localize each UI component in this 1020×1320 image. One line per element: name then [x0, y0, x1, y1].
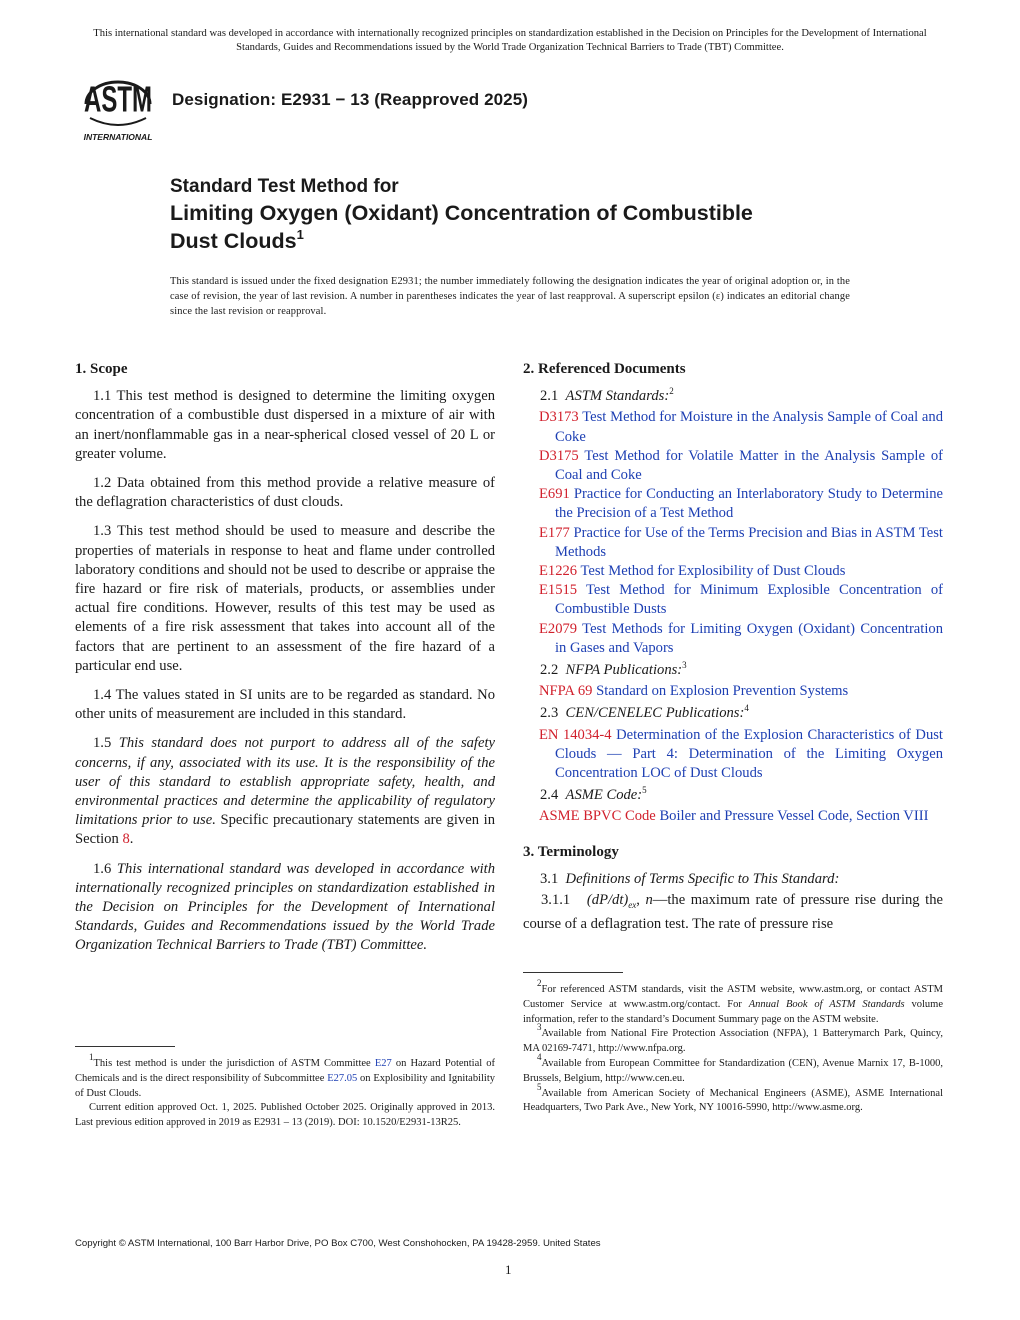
astm-mark: 2	[669, 386, 674, 397]
scope-1-5	[75, 734, 495, 849]
ref-item[interactable]	[523, 408, 943, 446]
scope-1-6-italic: This international standard was developed in accordance with internationally recognized principles on standardization established in the Decision on Principles for the Development of International Standards, Guides and Recommendations issued by the World Trade Organization Technical Barriers to Trade (TBT) Committee.	[75, 860, 496, 954]
ref-item[interactable]	[523, 620, 943, 658]
ref-title[interactable]: Test Method for Minimum Explosible Concentration of Combustible Dusts	[555, 582, 943, 618]
issued-note: This standard is issued under the fixed designation E2931; the number immediately following the designation indicates the year of original adoption or, in the case of revision, the year of last revision. A number in parentheses indicates the year of last reapproval. A superscript epsilon (ε) indicates an editorial change since the last revision or reapproval.	[170, 276, 850, 317]
footnote-1	[75, 1052, 496, 1101]
title-line-2: Limiting Oxygen (Oxidant) Concentration of Combustible	[170, 201, 753, 225]
asme-num: 2.4	[540, 787, 559, 804]
term-3-1-1-pos: n	[645, 892, 653, 909]
nfpa-label	[540, 661, 943, 680]
cen-mark: 4	[744, 703, 749, 714]
footnote-4	[523, 1051, 943, 1087]
asme-label-text: ASME Code:	[565, 787, 643, 804]
ref-title[interactable]: Test Method for Explosibility of Dust Clouds	[580, 563, 846, 580]
footnote-1-text-a: This test method is under the jurisdiction of ASTM Committee	[93, 1058, 371, 1069]
document-title	[170, 175, 753, 255]
nfpa-num: 2.2	[540, 662, 559, 679]
footnote-1-edition: Current edition approved Oct. 1, 2025. Published October 2025. Originally approved in 2013. Last previous edition approved in 2019 as E2931 – 13 (2019). DOI: 10.1520/E2931-13R25.	[75, 1102, 495, 1129]
footnote-4-text: Available from European Committee for Standardization (CEN), Avenue Marnix 17, B-1000, Brussels, Belgium, http://www.cen.eu.	[523, 1057, 943, 1084]
astm-refs	[523, 408, 943, 658]
ref-code[interactable]: ASME BPVC Code	[539, 808, 656, 825]
ref-item[interactable]	[523, 485, 943, 523]
title-line-3	[170, 227, 753, 255]
footnote-2-text-a: For referenced ASTM standards, visit the ASTM website, www.astm.org, or contact ASTM Customer Service at www.astm.org/contact. For	[523, 984, 943, 1010]
astm-standards-label	[540, 387, 943, 406]
nfpa-mark: 3	[682, 660, 687, 671]
footnote-3-mark: 3	[537, 1022, 542, 1033]
astm-num: 2.1	[540, 388, 559, 405]
cen-label-text: CEN/CENELEC Publications:	[565, 705, 745, 722]
ref-code[interactable]: E2079	[539, 620, 578, 637]
section-8-link[interactable]: 8	[122, 831, 130, 848]
term-3-1-1-num: 3.1.1	[541, 892, 571, 909]
scope-1-6-num: 1.6	[93, 860, 112, 877]
ref-item[interactable]	[523, 807, 943, 826]
footnote-1-text-b: on Hazard Potential of Chemicals and is the direct responsibility of Subcommittee	[75, 1058, 496, 1084]
ref-title[interactable]: Test Method for Moisture in the Analysis Sample of Coal and Coke	[555, 409, 943, 445]
ref-item[interactable]	[523, 524, 943, 562]
ref-code[interactable]: E177	[539, 524, 570, 541]
asme-mark: 5	[642, 785, 647, 796]
cen-label	[540, 704, 943, 723]
ref-item[interactable]	[523, 726, 943, 784]
ref-code[interactable]: E691	[539, 486, 570, 503]
ref-code[interactable]: D3175	[539, 447, 579, 464]
scope-heading: 1. Scope	[75, 361, 128, 377]
footnote-5-mark: 5	[537, 1081, 542, 1092]
scope-column	[75, 360, 495, 966]
footnote-2-mark: 2	[537, 978, 542, 988]
footnote-2	[523, 978, 944, 1027]
footnote-1-mark: 1	[89, 1052, 94, 1062]
astm-label: ASTM Standards:	[565, 388, 670, 405]
scope-1-2: 1.2 Data obtained from this method provide a relative measure of the deflagration characteristics of dust clouds.	[75, 475, 495, 511]
footnotes-right	[523, 972, 943, 1116]
terminology-3-1	[540, 870, 943, 889]
top-notice: This international standard was developed in accordance with internationally recognized principles on standardization established in the Decision on Principles for the Development of International Standards, Guides and Recommendations issued by the World Trade Organization Technical Barriers to Trade (TBT) Committee.	[93, 28, 927, 53]
ref-code[interactable]: E1515	[539, 582, 578, 599]
scope-1-3: 1.3 This test method should be used to measure and describe the properties of materials in response to heat and flame under controlled laboratory conditions and should not be used to describe or appraise the fire hazard or fire risk of materials, products, or assemblies under actual fire conditions. However, results of this test may be used as elements of a fire risk assessment that takes into account all of the factors that are pertinent to an assessment of the fire hazard of a particular end use.	[75, 523, 495, 674]
cen-num: 2.3	[540, 705, 559, 722]
designation: Designation: E2931 − 13 (Reapproved 2025)	[172, 90, 529, 109]
ref-item[interactable]	[523, 447, 943, 485]
terminology-3-1-1: 3.1.1 $(dP/dt)_{ex}$, n—the maximum rate of pressure rise during the course of a deflagration test. The rate of pressure rise	[523, 892, 944, 933]
page-number: 1	[505, 1262, 512, 1277]
footnote-1-text-c: on Explosibility and Ignitability of Dust Clouds.	[75, 1072, 496, 1099]
ref-title[interactable]: Standard on Explosion Prevention Systems	[596, 683, 849, 700]
title-line-1: Standard Test Method for	[170, 176, 399, 197]
references-column	[523, 360, 943, 944]
scope-1-6	[75, 860, 495, 956]
ref-code[interactable]: NFPA 69	[539, 683, 593, 700]
term-3-1-label: Definitions of Terms Specific to This Standard:	[565, 870, 840, 887]
astm-logo	[76, 74, 160, 144]
scope-1-1: 1.1 This test method is designed to determine the limiting oxygen concentration of a combustible dust dispersed in a mixture of air with an inert/nonflammable gas in a near-spherical closed vessel of 20 L or greater volume.	[75, 388, 495, 462]
ref-item[interactable]	[523, 562, 943, 581]
title-footnote-mark: 1	[296, 227, 304, 242]
scope-1-5-tail: Specific precautionary statements are given in Section	[75, 812, 495, 848]
scope-1-5-italic: This standard does not purport to address all of the safety concerns, if any, associated with its use. It is the responsibility of the user of this standard to establish appropriate safety, health, and environmental practices and determine the applicability of regulatory limitations prior to use.	[75, 735, 495, 829]
ref-item[interactable]	[523, 682, 943, 701]
logo-text: ASTM	[84, 79, 152, 120]
footnote-rule-left	[75, 1046, 175, 1047]
scope-1-4: 1.4 The values stated in SI units are to be regarded as standard. No other units of measurement are included in this standard.	[75, 687, 495, 723]
ref-title[interactable]: Practice for Conducting an Interlaboratory Study to Determine the Precision of a Test Method	[555, 486, 944, 522]
e27-05-link[interactable]: E27.05	[327, 1072, 358, 1084]
e27-link[interactable]: E27	[374, 1058, 392, 1069]
footnote-2-italic: Annual Book of ASTM Standards	[748, 998, 905, 1010]
footnotes-left	[75, 1046, 495, 1131]
footnote-3	[523, 1022, 943, 1057]
title-line-3-text: Dust Clouds	[170, 229, 297, 253]
term-3-1-num: 3.1	[540, 870, 559, 887]
logo-subtext: INTERNATIONAL	[83, 132, 153, 142]
ref-title[interactable]: Determination of the Explosion Characteristics of Dust Clouds — Part 4: Determination of the Limiting Oxygen Concentration LOC of Dust Clouds	[555, 726, 943, 782]
ref-title[interactable]: Boiler and Pressure Vessel Code, Section VIII	[659, 808, 929, 825]
term-3-1-1-sub: ex	[628, 899, 637, 910]
ref-title[interactable]: Test Method for Volatile Matter in the Analysis Sample of Coal and Coke	[555, 447, 943, 484]
scope-1-5-end: .	[129, 831, 134, 848]
ref-code[interactable]: E1226	[539, 563, 578, 580]
footnote-4-mark: 4	[537, 1051, 542, 1062]
term-3-1-1-text: —the maximum rate of pressure rise during the course of a deflagration test. The rate of pressure rise	[523, 892, 944, 933]
footnote-rule-right	[523, 972, 623, 973]
footnote-5-text: Available from American Society of Mechanical Engineers (ASME), ASME International Headquarters, Two Park Ave., New York, NY 10016-5990, http://www.asme.org.	[523, 1087, 943, 1114]
ref-title[interactable]: Practice for Use of the Terms Precision and Bias in ASTM Test Methods	[555, 524, 943, 560]
term-3-1-1-term: (dP/dt)	[586, 892, 629, 909]
terminology-heading: 3. Terminology	[523, 843, 619, 860]
scope-1-5-num: 1.5	[93, 735, 112, 752]
footnote-3-text: Available from National Fire Protection Association (NFPA), 1 Batterymarch Park, Quincy, MA 02169-7471, http://www.nfpa.org.	[523, 1028, 943, 1055]
ref-code[interactable]: EN 14034-4	[539, 726, 612, 743]
footnote-5	[523, 1081, 943, 1117]
footnote-2-text-b: volume information, refer to the standard’s Document Summary page on the ASTM website.	[523, 998, 944, 1025]
nfpa-label-text: NFPA Publications:	[565, 662, 683, 679]
ref-title[interactable]: Test Methods for Limiting Oxygen (Oxidant) Concentration in Gases and Vapors	[555, 620, 943, 656]
ref-item[interactable]	[523, 581, 943, 619]
ref-code[interactable]: D3173	[539, 409, 579, 426]
copyright: Copyright © ASTM International, 100 Barr Harbor Drive, PO Box C700, West Conshohocken, PA 19428-2959. United States	[75, 1238, 601, 1249]
referenced-heading: 2. Referenced Documents	[523, 361, 686, 377]
asme-label	[540, 786, 943, 805]
